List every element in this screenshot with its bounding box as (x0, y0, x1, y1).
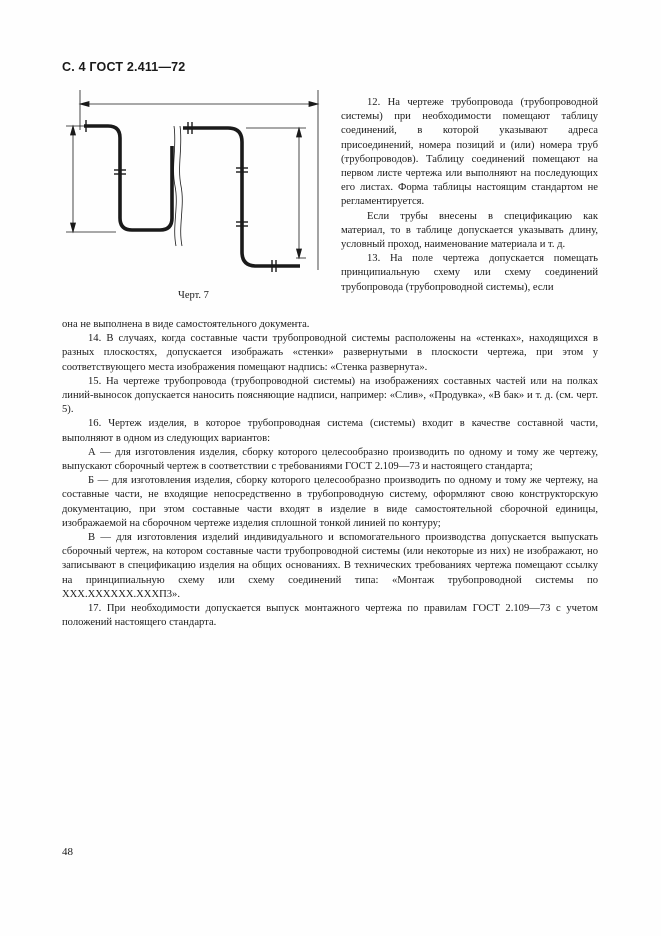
paragraph-16-a: А — для изготовления изделия, сборку которого целесообразно производить по одному и тому же чертежу, выпускают сборочный чертеж в соответствии с требованиями ГОСТ 2.109—73 и настоящего стандарта; (62, 446, 598, 473)
page-header: С. 4 ГОСТ 2.411—72 (62, 60, 186, 74)
paragraph-12-continuation: Если трубы внесены в спецификацию как материал, то в таблице допускается указывать длину, условный проход, наименование материала и т. д. (341, 210, 598, 251)
paragraph-17: 17. При необходимости допускается выпуск монтажного чертежа по правилам ГОСТ 2.109—73 с учетом положений настоящего стандарта. (62, 603, 598, 629)
paragraph-16-c: В — для изготовления изделий индивидуального и вспомогательного производства допускается выпускать сборочный чертеж, на котором составные части трубопроводной системы (или некоторые из них) не изображают, но записывают в спецификацию изделия на общих основаниях. В технических требованиях чертежа помещают ссылку на принципиальную схему или схему соединений типа: «Монтаж трубопроводной системы по XXX.XXXXXX.XXXП3». (62, 532, 598, 600)
left-height-dimension (66, 126, 116, 232)
break-lines (174, 126, 183, 246)
paragraph-16-b: Б — для изготовления изделия, сборку которого целесообразно производить по одному и тому же чертежу, на составные части, не входящие непосредственно в трубопроводную систему, оформляют свою конструкторскую документацию, при этом составные части входят в изделие в виде самостоятельной сборочной единицы, изображаемой на сборочном чертеже изделия сплошной тонкой линией по контуру; (62, 475, 598, 529)
paragraph-15: 15. На чертеже трубопровода (трубопроводной системы) на изображениях составных частей или на полках линий-выносок допускается наносить поясняющие надписи, например: «Слив», «Продувка», «В бак» и т. д. (см. черт. 5). (62, 375, 598, 416)
paragraph-13: 13. На поле чертежа допускается помещать принципиальную схему или схему соединений трубопровода (трубопроводной системы), если (341, 253, 598, 293)
paragraph-12: 12. На чертеже трубопровода (трубопроводной системы) при необходимости помещают таблицу соединений, в которой указывают адреса присоединений, номера позиций и (или) номера труб (трубопроводов). Таблицу соединений помещают на первом листе чертежа или выполняют на последующих его листах. Форма таблицы настоящим стандартом не регламентируется. (341, 97, 598, 208)
paragraph-14: 14. В случаях, когда составные части трубопроводной системы расположены на «стенках», находящихся в разных плоскостях, допускается изображать «стенки» развернутыми в плоскости чертежа, при этом у соответствующего места изображения помещают надпись: «Стенка развернута». (62, 333, 598, 373)
pipe-drawing (56, 90, 334, 290)
pipe-route (84, 126, 172, 230)
width-dimension (80, 90, 318, 270)
right-column-text (341, 96, 598, 295)
paragraph-16: 16. Чертеж изделия, в которое трубопроводная система (системы) входит в качестве составной части, выполняют в одном из следующих вариантов: (62, 418, 598, 444)
body-text (62, 318, 598, 630)
page-number: 48 (62, 846, 73, 858)
right-height-dimension (246, 128, 306, 258)
pipe-route-right (183, 128, 300, 266)
figure-caption: Черт. 7 (178, 290, 209, 301)
paragraph-13-end: она не выполнена в виде самостоятельного документа. (62, 319, 310, 330)
